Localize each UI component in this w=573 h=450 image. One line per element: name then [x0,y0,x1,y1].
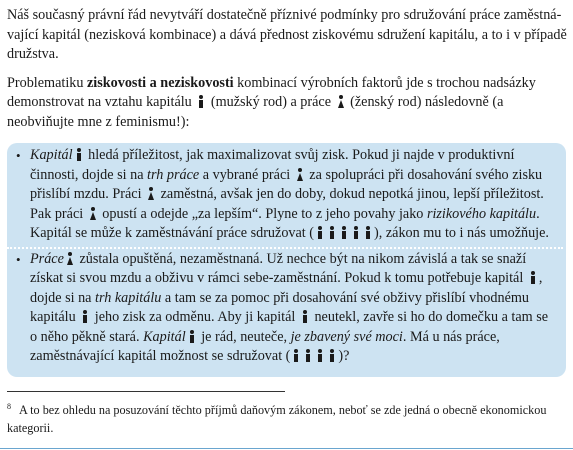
page-content [7,6,567,132]
text-span: . Má u nás práce, zaměstnávající kapitál možnost se sdružovat ( [30,328,500,364]
bullet-symbol: • [16,251,21,267]
bullet-symbol: • [16,148,21,163]
male-figure-icon [364,226,372,239]
italic-term: Práce [30,250,64,267]
male-figure-icon [328,226,336,239]
text-span: za spolupráci při dosahování svého zisku přislíbí mzdu. Práci [30,166,543,202]
italic-term: Kapitál [30,147,73,163]
bullet-separator [7,247,563,249]
text-span: (ženský rod) následovně (a neobviňujte mne z feminismu!): [7,94,504,130]
footnote-rule [7,391,285,392]
male-figure-icon [304,349,312,362]
text-span: a tam se za pomoc při dosahování své obživy přislíbí vhodnému kapitálu [30,289,529,325]
female-figure-icon [296,168,304,181]
page-bottom-line [0,448,573,449]
italic-term: trh kapitálu [95,289,162,306]
italic-term: Kapitál [143,328,186,345]
text-span: zůstala opuštěná, nezaměstnaná. Už nechce být na nikom závislá a tak se snaží získat si svou mzdu a obživu v rámci sebe-zaměstnání. Pokud k tomu potřebuje kapitál [30,250,527,286]
text-span: neutekl, zavře si ho do domečku a tam se o něho pěkně stará. [30,309,549,345]
italic-term: rizikového kapitálu [426,205,537,222]
list-item [16,250,556,367]
text-span: jeho zisk za odměnu. Aby ji kapitál [91,309,299,325]
male-figure-icon [529,271,537,284]
text-span: ), zákon mu to i nás umožňuje. [374,225,549,241]
text-span: , dojde si na [30,270,543,306]
male-figure-icon [316,349,324,362]
list-item [16,146,556,244]
male-figure-icon [301,310,309,323]
paragraph-intro: Náš současný právní řád nevytváří dostatečně příznivé podmínky pro sdružování práce zaměstnávající kapitál (nezisková kombinace) a dává přednost ziskovému sdružení kapitálu, a to i v případě družstva. [7,7,567,62]
text-span: (mužský rod) a práce [207,94,335,110]
female-figure-icon [147,187,155,200]
text-span: )? [338,348,350,364]
female-figure-icon [337,95,345,108]
bullet-list [16,146,556,367]
male-figure-icon [188,330,196,343]
footnote-text: A to bez ohledu na posuzování těchto příjmů daňovým zákonem, neboť se zde jedná o obecně ekonomickou kategorii. [7,403,547,435]
male-figure-icon [75,148,83,161]
text-span: kombinací výrobních faktorů jde s trochou nadsázky demonstrovat na vztahu kapitálu [7,74,536,110]
paragraph-problem [7,74,567,133]
female-figure-icon [89,207,97,220]
text-span: . Kapitál se může k zaměstnávání práce sdružovat ( [30,205,540,241]
text-span: hledá příležitost, jak maximalizovat svůj zisk. Pokud ji najde v produktivní činnosti, dojde si na [30,147,515,183]
male-figure-icon [292,349,300,362]
bold-term: ziskovosti a neziskovosti [87,74,234,91]
male-figure-icon [81,310,89,323]
female-figure-icon [66,252,74,265]
italic-term: je zbavený své moci [290,328,403,345]
italic-term: trh práce [147,166,200,183]
text-span: a vybrané práci [199,166,294,183]
male-figure-icon [316,226,324,239]
text-span: opustí a odejde „za lepším“. Plyne to z jeho povahy jako [98,205,427,222]
text-span: zaměstná, avšak jen do doby, dokud nepotká jinou, lepší příležitost. Pak práci [30,186,544,222]
footnote [7,398,563,437]
male-figure-icon [328,349,336,362]
male-figure-icon [340,226,348,239]
male-figure-icon [197,95,205,108]
text-span: Problematiku [7,74,87,91]
footnote-number: 8 [7,402,11,411]
text-span: je rád, neuteče, [197,328,291,345]
male-figure-icon [352,226,360,239]
